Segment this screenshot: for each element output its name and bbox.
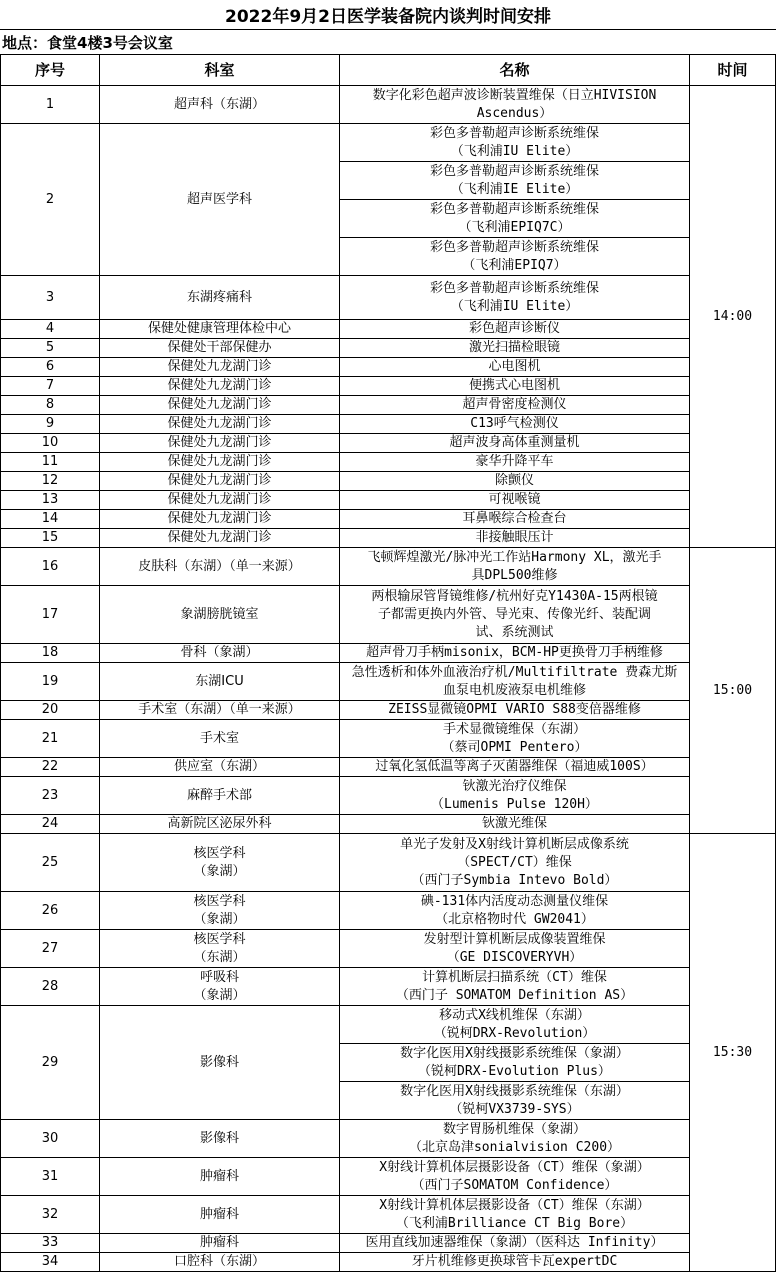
cell-name: [340, 834, 690, 892]
cell-name: [340, 1234, 690, 1253]
cell-seq: 28: [1, 968, 100, 1006]
header-dept: 科室: [100, 55, 340, 86]
equipment-name: 彩色多普勒超声诊断系统维保 （飞利浦IU Elite）: [429, 125, 599, 159]
cell-name: [340, 472, 690, 491]
equipment-name: 两根输尿管肾镜维修/杭州好克Y1430A-15两根镜 子都需更换内外管、导光束、传像光纤、装配调 试、系统测试: [371, 588, 658, 640]
equipment-name: 单光子发射及X射线计算机断层成像系统 （SPECT/CT）维保 （西门子Symbia Intevo Bold）: [400, 836, 629, 888]
cell-seq: 17: [1, 586, 100, 644]
cell-name: [340, 968, 690, 1006]
table-row: [1, 415, 776, 434]
cell-seq: 14: [1, 510, 100, 529]
table-row: [1, 1253, 776, 1272]
cell-dept: 保健处九龙湖门诊: [100, 396, 340, 415]
cell-dept: 手术室: [100, 720, 340, 758]
table-row: [1, 124, 776, 162]
table-row: [1, 396, 776, 415]
cell-dept: 保健处九龙湖门诊: [100, 472, 340, 491]
cell-seq: 12: [1, 472, 100, 491]
table-row: [1, 1234, 776, 1253]
cell-name: [340, 491, 690, 510]
equipment-name: 医用直线加速器维保（象湖）（医科达 Infinity）: [365, 1235, 664, 1250]
equipment-name: 超声骨密度检测仪: [462, 397, 567, 412]
cell-dept: 核医学科 （东湖）: [100, 930, 340, 968]
cell-seq: 26: [1, 892, 100, 930]
cell-seq: 6: [1, 358, 100, 377]
equipment-name: 超声波身高体重测量机: [449, 435, 580, 450]
cell-dept: 口腔科（东湖）: [100, 1253, 340, 1272]
table-row: [1, 758, 776, 777]
header-seq: 序号: [1, 55, 100, 86]
page-title: 2022年9月2日医学装备院内谈判时间安排: [0, 0, 776, 30]
cell-name: [340, 777, 690, 815]
equipment-name: 碘-131体内活度动态测量仪维保 （北京格物时代 GW2041）: [420, 893, 609, 927]
cell-time: 15:00: [690, 548, 776, 834]
cell-seq: 13: [1, 491, 100, 510]
cell-dept: 保健处九龙湖门诊: [100, 510, 340, 529]
cell-seq: 5: [1, 339, 100, 358]
cell-name: [340, 358, 690, 377]
cell-name: [340, 758, 690, 777]
cell-seq: 7: [1, 377, 100, 396]
cell-seq: 30: [1, 1120, 100, 1158]
cell-seq: 31: [1, 1158, 100, 1196]
cell-dept: 保健处九龙湖门诊: [100, 453, 340, 472]
table-row: [1, 1006, 776, 1044]
equipment-name: X射线计算机体层摄影设备（CT）维保（象湖） （西门子SOMATOM Confidence）: [379, 1159, 650, 1193]
cell-name: [340, 200, 690, 238]
cell-dept: 保健处九龙湖门诊: [100, 358, 340, 377]
table-row: [1, 434, 776, 453]
equipment-name: 数字化医用X射线摄影系统维保（东湖） （锐柯VX3739-SYS）: [400, 1083, 629, 1117]
equipment-name: 手术显微镜维保（东湖） （蔡司OPMI Pentero）: [441, 721, 588, 755]
cell-name: [340, 1082, 690, 1120]
cell-dept: 保健处九龙湖门诊: [100, 434, 340, 453]
equipment-name: 急性透析和体外血液治疗机/Multifiltrate 费森尤斯 血泵电机废液泵电机维修: [351, 664, 678, 698]
cell-dept: 骨科（象湖）: [100, 644, 340, 663]
header-time: 时间: [690, 55, 776, 86]
cell-dept: 影像科: [100, 1006, 340, 1120]
cell-name: [340, 892, 690, 930]
cell-seq: 20: [1, 701, 100, 720]
cell-dept: 核医学科 （象湖）: [100, 834, 340, 892]
cell-dept: 保健处九龙湖门诊: [100, 415, 340, 434]
cell-name: [340, 529, 690, 548]
cell-dept: 保健处九龙湖门诊: [100, 529, 340, 548]
table-row: [1, 968, 776, 1006]
cell-name: [340, 644, 690, 663]
cell-seq: 23: [1, 777, 100, 815]
table-row: [1, 358, 776, 377]
cell-dept: 象湖膀胱镜室: [100, 586, 340, 644]
equipment-name: 数字胃肠机维保（象湖） （北京岛津sonialvision C200）: [408, 1121, 621, 1155]
cell-dept: 肿瘤科: [100, 1196, 340, 1234]
cell-seq: 4: [1, 320, 100, 339]
equipment-name: 非接触眼压计: [475, 530, 554, 545]
equipment-name: 心电图机: [488, 359, 541, 374]
cell-name: [340, 396, 690, 415]
cell-dept: 核医学科 （象湖）: [100, 892, 340, 930]
equipment-name: ZEISS显微镜OPMI VARIO S88变倍器维修: [388, 702, 641, 717]
cell-dept: 呼吸科 （象湖）: [100, 968, 340, 1006]
cell-seq: 32: [1, 1196, 100, 1234]
cell-seq: 11: [1, 453, 100, 472]
cell-name: [340, 1044, 690, 1082]
cell-seq: 10: [1, 434, 100, 453]
table-row: [1, 586, 776, 644]
cell-name: [340, 320, 690, 339]
cell-seq: 27: [1, 930, 100, 968]
cell-name: [340, 663, 690, 701]
equipment-name: 计算机断层扫描系统（CT）维保 （西门子 SOMATOM Definition AS）: [395, 969, 634, 1003]
cell-dept: 影像科: [100, 1120, 340, 1158]
table-row: [1, 491, 776, 510]
cell-seq: 24: [1, 815, 100, 834]
cell-dept: 保健处九龙湖门诊: [100, 377, 340, 396]
table-row: [1, 1120, 776, 1158]
cell-name: [340, 276, 690, 320]
cell-seq: 29: [1, 1006, 100, 1120]
equipment-name: 发射型计算机断层成像装置维保 （GE DISCOVERYVH）: [423, 931, 606, 965]
cell-name: [340, 415, 690, 434]
header-name: 名称: [340, 55, 690, 86]
table-row: [1, 529, 776, 548]
equipment-name: 彩色多普勒超声诊断系统维保 （飞利浦IE Elite）: [429, 163, 599, 197]
cell-seq: 33: [1, 1234, 100, 1253]
cell-name: [340, 453, 690, 472]
equipment-name: X射线计算机体层摄影设备（CT）维保（东湖） （飞利浦Brilliance CT Big Bore）: [379, 1197, 650, 1231]
cell-dept: 肿瘤科: [100, 1234, 340, 1253]
cell-dept: 皮肤科（东湖）（单一来源）: [100, 548, 340, 586]
cell-dept: 东湖ICU: [100, 663, 340, 701]
cell-name: [340, 162, 690, 200]
cell-dept: 麻醉手术部: [100, 777, 340, 815]
equipment-name: 激光扫描检眼镜: [468, 340, 560, 355]
schedule-table: [0, 54, 776, 1272]
cell-dept: 供应室（东湖）: [100, 758, 340, 777]
table-row: [1, 834, 776, 892]
cell-name: [340, 1196, 690, 1234]
cell-time: 15:30: [690, 834, 776, 1272]
cell-seq: 1: [1, 86, 100, 124]
cell-name: [340, 86, 690, 124]
table-row: [1, 1196, 776, 1234]
equipment-name: C13呼气检测仪: [470, 416, 559, 431]
table-row: [1, 453, 776, 472]
table-row: [1, 548, 776, 586]
equipment-name: 彩色超声诊断仪: [468, 321, 560, 336]
cell-seq: 21: [1, 720, 100, 758]
cell-name: [340, 586, 690, 644]
table-row: [1, 892, 776, 930]
cell-seq: 8: [1, 396, 100, 415]
cell-name: [340, 434, 690, 453]
cell-seq: 16: [1, 548, 100, 586]
equipment-name: 钬激光治疗仪维保 （Lumenis Pulse 120H）: [431, 778, 598, 812]
table-row: [1, 510, 776, 529]
table-row: [1, 663, 776, 701]
equipment-name: 彩色多普勒超声诊断系统维保 （飞利浦EPIQ7）: [429, 239, 599, 273]
equipment-name: 牙片机维修更换球管卡瓦expertDC: [411, 1254, 618, 1269]
cell-name: [340, 377, 690, 396]
cell-name: [340, 701, 690, 720]
cell-name: [340, 238, 690, 276]
equipment-name: 豪华升降平车: [475, 454, 554, 469]
cell-name: [340, 1158, 690, 1196]
cell-dept: 保健处健康管理体检中心: [100, 320, 340, 339]
equipment-name: 可视喉镜: [488, 492, 541, 507]
table-row: [1, 339, 776, 358]
equipment-name: 彩色多普勒超声诊断系统维保 （飞利浦EPIQ7C）: [429, 201, 599, 235]
cell-dept: 超声科（东湖）: [100, 86, 340, 124]
cell-seq: 19: [1, 663, 100, 701]
cell-name: [340, 548, 690, 586]
equipment-name: 移动式X线机维保（东湖） （锐柯DRX-Revolution）: [433, 1007, 596, 1041]
cell-dept: 手术室（东湖）（单一来源）: [100, 701, 340, 720]
equipment-name: 钬激光维保: [481, 816, 547, 831]
cell-seq: 9: [1, 415, 100, 434]
table-row: [1, 815, 776, 834]
table-row: [1, 1158, 776, 1196]
cell-name: [340, 930, 690, 968]
cell-seq: 18: [1, 644, 100, 663]
cell-seq: 22: [1, 758, 100, 777]
cell-dept: 高新院区泌尿外科: [100, 815, 340, 834]
table-row: [1, 320, 776, 339]
cell-dept: 保健处干部保健办: [100, 339, 340, 358]
cell-name: [340, 339, 690, 358]
table-row: [1, 377, 776, 396]
cell-dept: 保健处九龙湖门诊: [100, 491, 340, 510]
cell-name: [340, 124, 690, 162]
table-row: [1, 644, 776, 663]
equipment-name: 耳鼻喉综合检查台: [462, 511, 567, 526]
table-row: [1, 720, 776, 758]
table-row: [1, 86, 776, 124]
equipment-name: 彩色多普勒超声诊断系统维保 （飞利浦IU Elite）: [429, 280, 599, 314]
cell-name: [340, 510, 690, 529]
table-row: [1, 777, 776, 815]
cell-dept: 肿瘤科: [100, 1158, 340, 1196]
cell-name: [340, 1253, 690, 1272]
cell-name: [340, 720, 690, 758]
cell-dept: 东湖疼痛科: [100, 276, 340, 320]
equipment-name: 数字化医用X射线摄影系统维保（象湖） （锐柯DRX-Evolution Plus）: [400, 1045, 629, 1079]
cell-seq: 34: [1, 1253, 100, 1272]
cell-seq: 3: [1, 276, 100, 320]
equipment-name: 便携式心电图机: [468, 378, 560, 393]
cell-name: [340, 1120, 690, 1158]
cell-seq: 25: [1, 834, 100, 892]
equipment-name: 除颤仪: [494, 473, 534, 488]
cell-name: [340, 1006, 690, 1044]
location-label: 地点：食堂4楼3号会议室: [2, 33, 173, 52]
table-row: [1, 472, 776, 491]
cell-dept: 超声医学科: [100, 124, 340, 276]
cell-seq: 2: [1, 124, 100, 276]
table-row: [1, 701, 776, 720]
equipment-name: 数字化彩色超声波诊断装置维保（日立HIVISION Ascendus）: [372, 87, 657, 121]
equipment-name: 飞顿辉煌激光/脉冲光工作站Harmony XL，激光手 具DPL500维修: [367, 549, 662, 583]
table-row: [1, 276, 776, 320]
header-row: [1, 55, 776, 86]
table-row: [1, 930, 776, 968]
cell-name: [340, 815, 690, 834]
equipment-name: 超声骨刀手柄misonix，BCM-HP更换骨刀手柄维修: [366, 645, 663, 660]
cell-time: 14:00: [690, 86, 776, 548]
equipment-name: 过氧化氢低温等离子灭菌器维保（福迪威100S）: [375, 759, 654, 774]
cell-seq: 15: [1, 529, 100, 548]
